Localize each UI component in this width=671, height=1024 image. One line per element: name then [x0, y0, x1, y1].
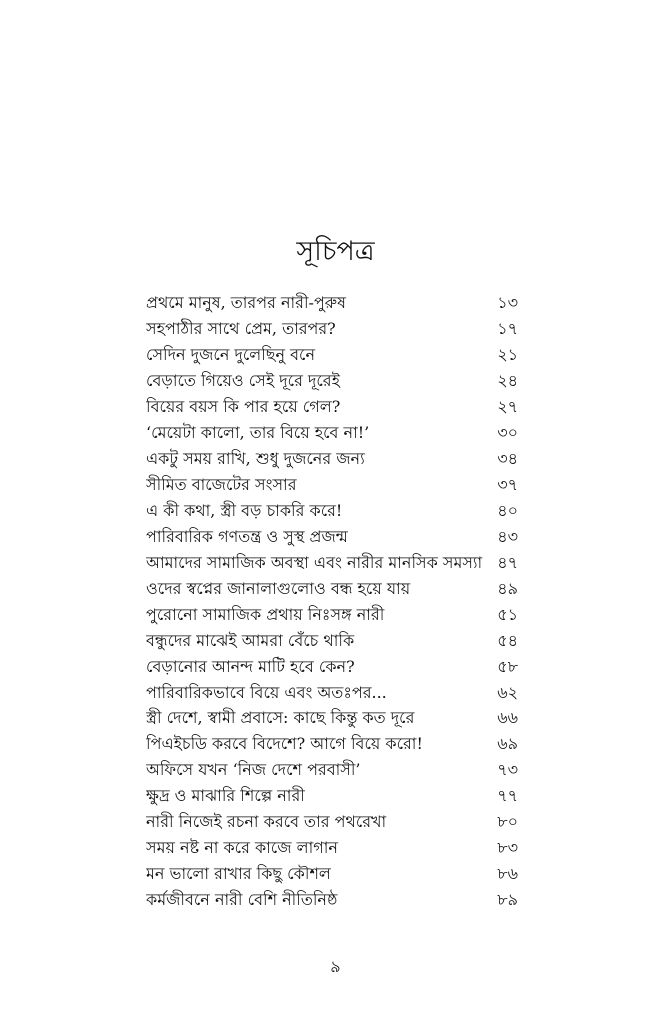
- toc-entry: [146, 654, 518, 680]
- toc-entry: [146, 447, 518, 473]
- toc-entry-title: আমাদের সামাজিক অবস্থা এবং নারীর মানসিক সমস্যা: [146, 552, 483, 572]
- toc-entry-page: ৫৮: [497, 656, 518, 676]
- toc-entry-page: ৬২: [497, 682, 518, 702]
- toc-entry-title: সেদিন দুজনে দুলেছিনু বনে: [146, 345, 316, 365]
- toc-entry-page: ২৪: [497, 371, 518, 391]
- toc-entry: [146, 499, 518, 525]
- toc-entry: [146, 706, 518, 732]
- toc-entry: [146, 810, 518, 836]
- toc-entry-title: এ কী কথা, স্ত্রী বড় চাকরি করে!: [146, 500, 343, 520]
- toc-entry-page: ২৭: [497, 397, 518, 417]
- toc-entry: [146, 524, 518, 550]
- toc-entry: [146, 291, 518, 317]
- toc-entry-page: ৮৬: [497, 864, 518, 884]
- toc-entry-page: ৪৭: [497, 552, 518, 572]
- toc-entry-title: ক্ষুদ্র ও মাঝারি শিল্পে নারী: [146, 786, 305, 806]
- toc-entry: [146, 473, 518, 499]
- toc-entry-title: বিয়ের বয়স কি পার হয়ে গেল?: [146, 397, 341, 417]
- toc-entry: [146, 550, 518, 576]
- toc-entry-page: ৪৩: [497, 526, 518, 546]
- toc-entry-page: ৫৪: [497, 630, 518, 650]
- toc-entry: [146, 784, 518, 810]
- toc-entry-title: বন্ধুদের মাঝেই আমরা বেঁচে থাকি: [146, 630, 355, 650]
- toc-entry: [146, 862, 518, 888]
- toc-entry-title: বেড়াতে গিয়েও সেই দূরে দূরেই: [146, 371, 340, 391]
- toc-entry: [146, 628, 518, 654]
- toc-entry-page: ৪০: [497, 500, 518, 520]
- toc-entry-page: ৮৩: [497, 838, 518, 858]
- toc-entry-page: ৪৯: [497, 578, 518, 598]
- toc-entry-title: একটু সময় রাখি, শুধু দুজনের জন্য: [146, 449, 365, 469]
- toc-entry-title: স্ত্রী দেশে, স্বামী প্রবাসে: কাছে কিন্তু কত দূরে: [146, 708, 415, 728]
- toc-entry-page: ৭৭: [497, 786, 518, 806]
- toc-entry-title: সময় নষ্ট না করে কাজে লাগান: [146, 838, 338, 858]
- toc-entry-page: ৩৭: [497, 475, 518, 495]
- toc-entry-page: ৮৯: [497, 890, 518, 910]
- toc-entry-page: ৭৩: [497, 760, 518, 780]
- toc-entry-page: ১৭: [497, 319, 518, 339]
- toc-entry-title: পিএইচডি করবে বিদেশে? আগে বিয়ে করো!: [146, 734, 423, 754]
- toc-entry-title: ‘মেয়েটা কালো, তার বিয়ে হবে না!’: [146, 423, 370, 443]
- toc-entry-title: অফিসে যখন ‘নিজ দেশে পরবাসী’: [146, 760, 361, 780]
- toc-entry-page: ৫১: [497, 604, 518, 624]
- toc-entry-title: সহপাঠীর সাথে প্রেম, তারপর?: [146, 319, 336, 339]
- toc-entry-page: ৩৪: [497, 449, 518, 469]
- toc-entry: [146, 758, 518, 784]
- toc-entry-page: ১৩: [497, 293, 518, 313]
- toc-entry-title: কর্মজীবনে নারী বেশি নীতিনিষ্ঠ: [146, 890, 338, 910]
- toc-entry-title: বেড়ানোর আনন্দ মাটি হবে কেন?: [146, 656, 355, 676]
- toc-entry: [146, 343, 518, 369]
- toc-entry: [146, 576, 518, 602]
- toc-entry: [146, 732, 518, 758]
- toc-entry: [146, 836, 518, 862]
- toc-entry-title: নারী নিজেই রচনা করবে তার পথরেখা: [146, 812, 387, 832]
- toc-entry-page: ৬৯: [497, 734, 518, 754]
- toc-entry: [146, 317, 518, 343]
- toc-entry: [146, 369, 518, 395]
- toc-entry-title: ওদের স্বপ্নের জানালাগুলোও বন্ধ হয়ে যায়: [146, 578, 411, 598]
- toc-entry: [146, 421, 518, 447]
- toc-entry-title: প্রথমে মানুষ, তারপর নারী-পুরুষ: [146, 293, 346, 313]
- table-of-contents: [146, 291, 518, 914]
- toc-entry: [146, 680, 518, 706]
- toc-entry: [146, 602, 518, 628]
- toc-entry-title: মন ভালো রাখার কিছু কৌশল: [146, 864, 331, 884]
- toc-entry: [146, 395, 518, 421]
- page-title: সূচিপত্র: [296, 236, 375, 267]
- toc-entry-title: পারিবারিক গণতন্ত্র ও সুস্থ প্রজন্ম: [146, 526, 348, 546]
- page-number: ৯: [330, 957, 341, 976]
- toc-entry-page: ৮০: [497, 812, 518, 832]
- toc-entry: [146, 888, 518, 914]
- toc-entry-title: সীমিত বাজেটের সংসার: [146, 475, 297, 495]
- toc-entry-title: পুরোনো সামাজিক প্রথায় নিঃসঙ্গ নারী: [146, 604, 385, 624]
- toc-entry-page: ৩০: [497, 423, 518, 443]
- toc-entry-page: ৬৬: [497, 708, 518, 728]
- toc-entry-page: ২১: [497, 345, 518, 365]
- toc-entry-title: পারিবারিকভাবে বিয়ে এবং অতঃপর...: [146, 682, 387, 702]
